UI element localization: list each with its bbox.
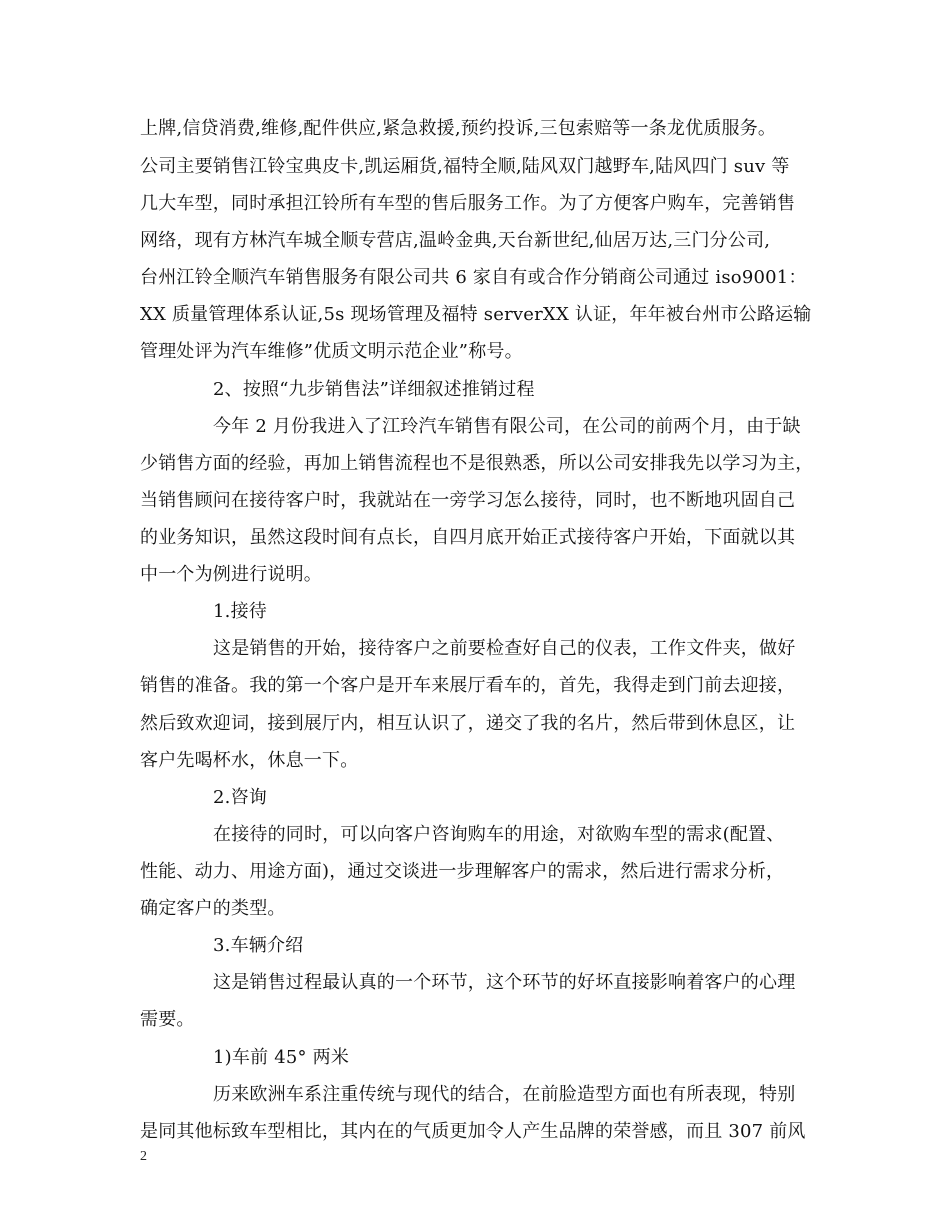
text-line: 然后致欢迎词，接到展厅内，相互认识了，递交了我的名片，然后带到休息区，让: [140, 713, 796, 734]
text-line: 这是销售的开始，接待客户之前要检查好自己的仪表，工作文件夹，做好: [213, 638, 796, 659]
text-line: 需要。: [140, 1009, 195, 1030]
text-line: XX 质量管理体系认证,5s 现场管理及福特 serverXX 认证，年年被台州市公路运输: [140, 304, 812, 325]
page-number: 2: [140, 1149, 147, 1164]
text-line: 中一个为例进行说明。: [140, 564, 322, 585]
text-line: 在接待的同时，可以向客户咨询购车的用途，对欲购车型的需求(配置、: [213, 824, 785, 845]
text-line: 历来欧洲车系注重传统与现代的结合，在前脸造型方面也有所表现，特别: [213, 1084, 796, 1105]
text-line: 几大车型，同时承担江铃所有车型的售后服务工作。为了方便客户购车，完善销售: [140, 193, 796, 214]
subsection-heading: 1.接待: [213, 601, 267, 622]
text-line: 台州江铃全顺汽车销售服务有限公司共 6 家自有或合作分销商公司通过 iso9001：: [140, 267, 807, 288]
text-line: 客户先喝杯水，休息一下。: [140, 750, 359, 771]
section-heading: 2、按照“九步销售法”详细叙述推销过程: [213, 379, 535, 400]
subsection-heading: 2.咨询: [213, 787, 267, 808]
text-line: 管理处评为汽车维修”优质文明示范企业”称号。: [140, 341, 523, 362]
text-line: 这是销售过程最认真的一个环节，这个环节的好坏直接影响着客户的心理: [213, 972, 796, 993]
text-line: 网络，现有方林汽车城全顺专营店,温岭金典,天台新世纪,仙居万达,三门分公司,: [140, 230, 771, 251]
text-line: 公司主要销售江铃宝典皮卡,凯运厢货,福特全顺,陆风双门越野车,陆风四门 suv 等: [140, 156, 790, 177]
text-line: 性能、动力、用途方面)，通过交谈进一步理解客户的需求，然后进行需求分析，: [140, 861, 785, 882]
text-line: 是同其他标致车型相比，其内在的气质更加令人产生品牌的荣誉感，而且 307 前风: [140, 1121, 806, 1142]
text-line: 上牌,信贷消费,维修,配件供应,紧急救援,预约投诉,三包索赔等一条龙优质服务。: [140, 118, 777, 139]
text-line: 销售的准备。我的第一个客户是开车来展厅看车的，首先，我得走到门前去迎接，: [140, 675, 796, 696]
text-line: 少销售方面的经验，再加上销售流程也不是很熟悉，所以公司安排我先以学习为主，: [140, 453, 814, 474]
subsection-heading: 3.车辆介绍: [213, 935, 304, 956]
text-line: 确定客户的类型。: [140, 898, 286, 919]
text-line: 当销售顾问在接待客户时，我就站在一旁学习怎么接待，同时，也不断地巩固自己: [140, 490, 796, 511]
subsection-heading: 1)车前 45° 两米: [213, 1047, 350, 1068]
text-line: 今年 2 月份我进入了江玲汽车销售有限公司，在公司的前两个月，由于缺: [213, 416, 801, 437]
text-line: 的业务知识，虽然这段时间有点长，自四月底开始正式接待客户开始，下面就以其: [140, 527, 796, 548]
